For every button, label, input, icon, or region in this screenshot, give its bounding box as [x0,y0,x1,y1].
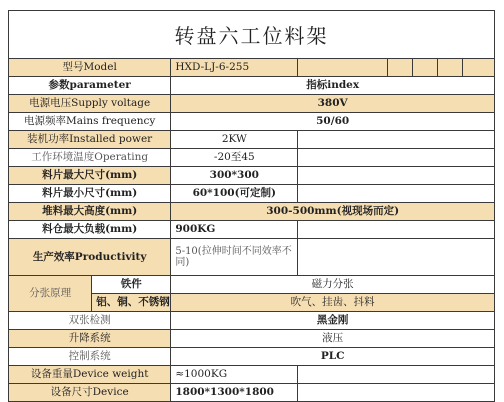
separation-nonferrous-material: 铝、铜、不锈钢 [92,294,171,312]
max-load-label: 料仓最大负载(mm) [9,221,171,239]
max-stack-value: 300-500mm(视现场而定) [171,203,495,221]
table-row [9,312,495,330]
table-row [9,77,495,95]
max-sheet-value: 300*300 [171,167,298,185]
separation-iron-material: 铁件 [92,276,171,294]
table-row [9,59,495,77]
table-row [9,167,495,185]
table-row [9,384,495,402]
control-label: 控制系统 [9,348,171,366]
table-row [9,131,495,149]
separation-nonferrous-method: 吹气、挂齿、抖料 [171,294,495,312]
weight-value: ≈1000KG [171,366,298,384]
installed-power-value: 2KW [171,131,298,149]
table-row [9,239,495,276]
size-label: 设备尺寸Device [9,384,171,402]
double-detect-value: 黑金刚 [171,312,495,330]
table-row [9,203,495,221]
document-title: 转盘六工位料架 [8,10,495,58]
table-row [9,366,495,384]
size-value: 1800*1300*1800 [171,384,298,402]
table-row [9,330,495,348]
mains-frequency-label: 电源频率Mains frequency [9,113,171,131]
productivity-label: 生产效率Productivity [9,239,171,276]
table-row [9,348,495,366]
lifting-label: 升降系统 [9,330,171,348]
table-row [9,113,495,131]
weight-label: 设备重量Device weight [9,366,171,384]
separation-label: 分张原理 [9,276,92,312]
supply-voltage-label: 电源电压Supply voltage [9,95,171,113]
separation-iron-method: 磁力分张 [171,276,495,294]
model-label: 型号Model [9,59,171,77]
operating-temp-label: 工作环境温度Operating [9,149,171,167]
control-value: PLC [171,348,495,366]
model-value: HXD-LJ-6-255 [171,59,298,77]
max-load-value: 900KG [171,221,298,239]
installed-power-label: 装机功率Installed power [9,131,171,149]
lifting-value: 液压 [171,330,495,348]
supply-voltage-value: 380V [171,95,495,113]
param-header-value: 指标index [171,77,495,95]
double-detect-label: 双张检测 [9,312,171,330]
table-row [9,221,495,239]
max-stack-label: 堆料最大高度(mm) [9,203,171,221]
max-sheet-label: 料片最大尺寸(mm) [9,167,171,185]
table-row [9,185,495,203]
operating-temp-value: -20至45 [171,149,298,167]
table-row [9,149,495,167]
table-row [9,95,495,113]
min-sheet-label: 料片最小尺寸(mm) [9,185,171,203]
mains-frequency-value: 50/60 [171,113,495,131]
productivity-value: 5-10(拉伸时间不同效率不同) [171,239,298,276]
min-sheet-value: 60*100(可定制) [171,185,298,203]
table-row [9,276,495,294]
param-header-label: 参数parameter [9,77,171,95]
spec-table [8,58,495,402]
